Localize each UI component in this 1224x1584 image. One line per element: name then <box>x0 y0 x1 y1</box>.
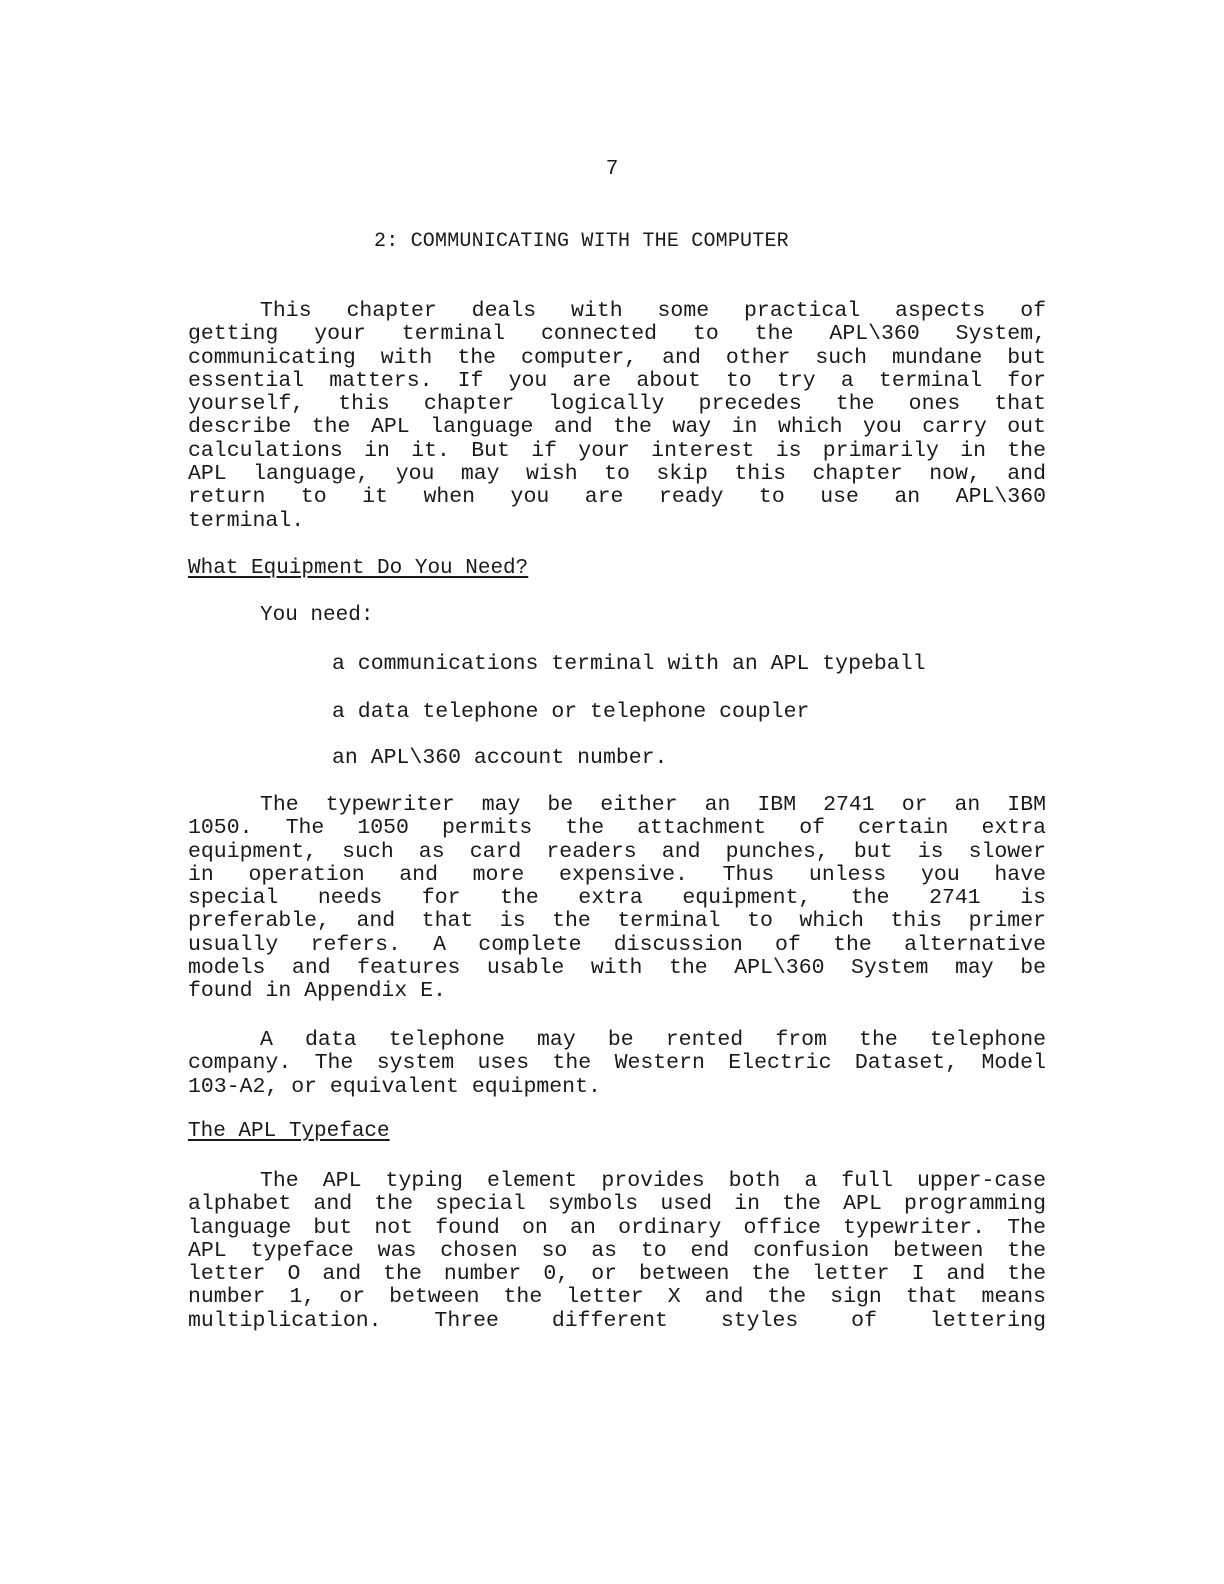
list-item: an APL\360 account number. <box>332 746 668 770</box>
section-heading-typeface: The APL Typeface <box>188 1120 390 1143</box>
section-heading-equipment: What Equipment Do You Need? <box>188 557 529 580</box>
text-line: found in Appendix E. <box>188 979 447 1004</box>
text-line: letter O and the number 0, or between the letter I and the <box>188 1262 1046 1287</box>
page-number: 7 <box>605 158 619 181</box>
typewriter-paragraph <box>188 794 1046 1004</box>
list-item: a communications terminal with an APL typeball <box>332 652 926 676</box>
text-line: multiplication. Three different styles of lettering <box>188 1308 1046 1333</box>
text-line: terminal. <box>188 508 305 533</box>
text-line: usually refers. A complete discussion of the alternative <box>188 932 1046 957</box>
text-line: APL typeface was chosen so as to end confusion between the <box>188 1238 1046 1263</box>
intro-paragraph <box>188 300 1046 533</box>
text-line: This chapter deals with some practical aspects of <box>260 299 1046 323</box>
text-line: communicating with the computer, and other such mundane but <box>188 345 1046 370</box>
text-line: getting your terminal connected to the APL\360 System, <box>188 322 1046 347</box>
text-line: essential matters. If you are about to try a terminal for <box>188 368 1046 393</box>
text-line: models and features usable with the APL\360 System may be <box>188 956 1046 981</box>
text-line: describe the APL language and the way in which you carry out <box>188 415 1046 440</box>
text-line: alphabet and the special symbols used in the APL programming <box>188 1192 1046 1217</box>
text-line: equipment, such as card readers and punches, but is slower <box>188 839 1046 864</box>
list-item: a data telephone or telephone coupler <box>332 700 810 724</box>
typeface-paragraph <box>188 1170 1046 1333</box>
text-line: special needs for the extra equipment, the 2741 is <box>188 886 1046 911</box>
text-line: APL language, you may wish to skip this chapter now, and <box>188 462 1046 487</box>
text-line: preferable, and that is the terminal to which this primer <box>188 909 1046 934</box>
text-line: The typewriter may be either an IBM 2741 or an IBM <box>260 793 1046 817</box>
you-need-lead: You need: <box>260 604 374 627</box>
text-line: yourself, this chapter logically precedes the ones that <box>188 392 1046 417</box>
text-line: 103-A2, or equivalent equipment. <box>188 1074 601 1099</box>
telephone-paragraph <box>188 1029 1046 1099</box>
text-line: company. The system uses the Western Electric Dataset, Model <box>188 1051 1046 1076</box>
text-line: return to it when you are ready to use an APL\360 <box>188 485 1046 510</box>
text-line: language but not found on an ordinary office typewriter. The <box>188 1215 1046 1240</box>
text-line: number 1, or between the letter X and the sign that means <box>188 1285 1046 1310</box>
text-line: calculations in it. But if your interest is primarily in the <box>188 438 1046 463</box>
text-line: A data telephone may be rented from the telephone <box>260 1028 1046 1052</box>
text-line: The APL typing element provides both a full upper-case <box>260 1169 1046 1193</box>
chapter-title: 2: COMMUNICATING WITH THE COMPUTER <box>374 230 789 253</box>
text-line: 1050. The 1050 permits the attachment of certain extra <box>188 816 1046 841</box>
text-line: in operation and more expensive. Thus unless you have <box>188 862 1046 887</box>
